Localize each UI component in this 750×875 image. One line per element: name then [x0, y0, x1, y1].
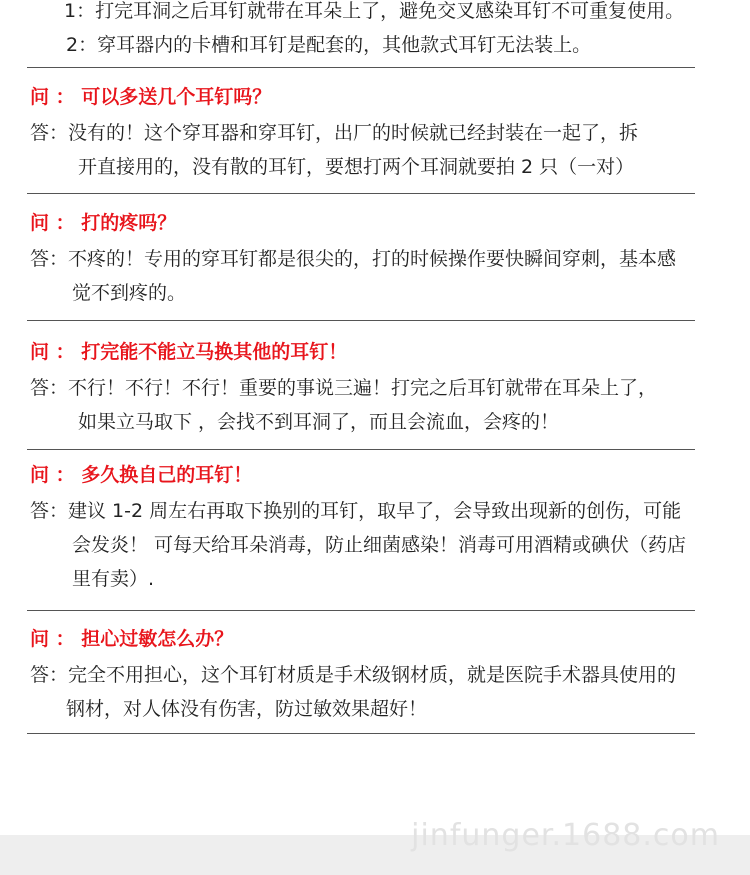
answer-line: 钢材，对人体没有伤害，防过敏效果超好！: [66, 698, 428, 720]
question-text: 问 ： 多久换自己的耳钉！: [30, 464, 253, 486]
note-line-2: 2：穿耳器内的卡槽和耳钉是配套的，其他款式耳钉无法装上。: [66, 34, 592, 56]
answer-text: [30, 116, 710, 184]
answer-line: 答：建议 1-2 周左右再取下换别的耳钉，取早了，会导致出现新的创伤，可能: [30, 500, 682, 522]
qa-item-3: [30, 340, 710, 439]
qa-item-5: [30, 627, 710, 726]
divider: [27, 610, 695, 611]
top-notes: [64, 0, 744, 62]
answer-line: 答：不疼的！专用的穿耳钉都是很尖的，打的时候操作要快瞬间穿刺，基本感: [30, 248, 677, 270]
answer-line: 里有卖）.: [72, 568, 155, 590]
answer-line: 觉不到疼的。: [72, 282, 187, 304]
answer-line: 答：没有的！这个穿耳器和穿耳钉，出厂的时候就已经封装在一起了，拆: [30, 122, 639, 144]
question-text: 问 ： 打的疼吗？: [30, 212, 177, 234]
answer-line: 会发炎！ 可每天给耳朵消毒，防止细菌感染！消毒可用酒精或碘伏（药店: [72, 534, 687, 556]
divider: [27, 449, 695, 450]
note-line-1: 1：打完耳洞之后耳钉就带在耳朵上了，避免交叉感染耳钉不可重复使用。: [64, 0, 685, 22]
qa-item-2: [30, 211, 710, 310]
divider: [27, 733, 695, 734]
answer-text: [30, 242, 710, 310]
answer-text: [30, 658, 710, 726]
question-text: 问 ： 打完能不能立马换其他的耳钉！: [30, 341, 348, 363]
answer-line: 如果立马取下 ，会找不到耳洞了，而且会流血，会疼的！: [78, 411, 560, 433]
question-text: 问 ： 担心过敏怎么办？: [30, 628, 234, 650]
answer-text: [30, 494, 710, 596]
divider: [27, 67, 695, 68]
answer-line: 开直接用的，没有散的耳钉，要想打两个耳洞就要拍 2 只（一对）: [78, 156, 635, 178]
qa-item-1: [30, 85, 710, 184]
answer-line: 答：不行！不行！不行！重要的事说三遍！打完之后耳钉就带在耳朵上了，: [30, 377, 658, 399]
divider: [27, 320, 695, 321]
answer-text: [30, 371, 710, 439]
question-text: 问 ： 可以多送几个耳钉吗？: [30, 86, 272, 108]
qa-item-4: [30, 463, 710, 596]
answer-line: 答：完全不用担心，这个耳钉材质是手术级钢材质，就是医院手术器具使用的: [30, 664, 677, 686]
watermark: jinfunger.1688.com: [411, 818, 720, 853]
divider: [27, 193, 695, 194]
